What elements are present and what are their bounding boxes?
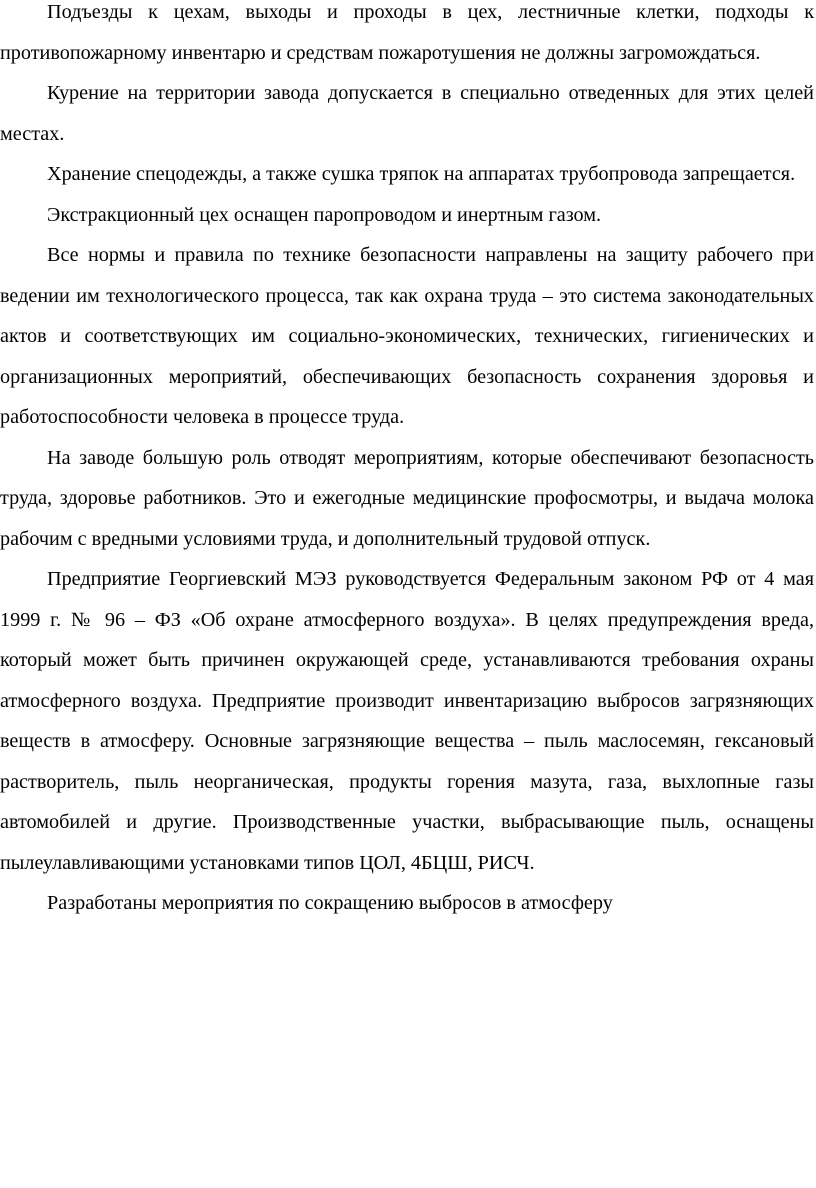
paragraph-plant-measures: На заводе большую роль отводят мероприятиям, которые обеспечивают безопасность труда, здоровье работников. Это и ежегодные медицинские профосмотры, и выдача молока рабочим с вредными условиями труда, и дополнительный трудовой отпуск.	[0, 446, 814, 550]
paragraph-fire-safety-access: Подъезды к цехам, выходы и проходы в цех, лестничные клетки, подходы к противопожарному инвентарю и средствам пожаротушения не должны загромождаться.	[0, 1, 814, 64]
paragraph-workwear-storage: Хранение спецодежды, а также сушка тряпок на аппаратах трубопровода запрещается.	[47, 163, 796, 185]
paragraph-smoking-rules: Курение на территории завода допускается в специально отведенных для этих целей местах.	[0, 82, 814, 145]
paragraph-emission-reduction: Разработаны мероприятия по сокращению выбросов в атмосферу	[47, 892, 613, 914]
paragraph-air-protection: Предприятие Георгиевский МЭЗ руководствуется Федеральным законом РФ от 4 мая 1999 г. № 96 – ФЗ «Об охране атмосферного воздуха». В целях предупреждения вреда, который может быть причинен окружающей среде, устанавливаются требования охраны атмосферного воздуха. Предприятие производит инвентаризацию выбросов загрязняющих веществ в атмосферу. Основные загрязняющие вещества – пыль маслосемян, гексановый растворитель, пыль неорганическая, продукты горения мазута, газа, выхлопные газы автомобилей и другие. Производственные участки, выбрасывающие пыль, оснащены пылеулавливающими установками типов ЦОЛ, 4БЦШ, РИСЧ.	[0, 568, 814, 874]
paragraph-extraction-shop: Экстракционный цех оснащен паропроводом и инертным газом.	[47, 203, 602, 226]
paragraph-labor-safety: Все нормы и правила по технике безопасности направлены на защиту рабочего при ведении им технологического процесса, так как охрана труда – это система законодательных актов и соответствующих им социально-экономических, технических, гигиенических и организационных мероприятий, обеспечивающих безопасность сохранения здоровья и работоспособности человека в процессе труда.	[0, 244, 814, 428]
